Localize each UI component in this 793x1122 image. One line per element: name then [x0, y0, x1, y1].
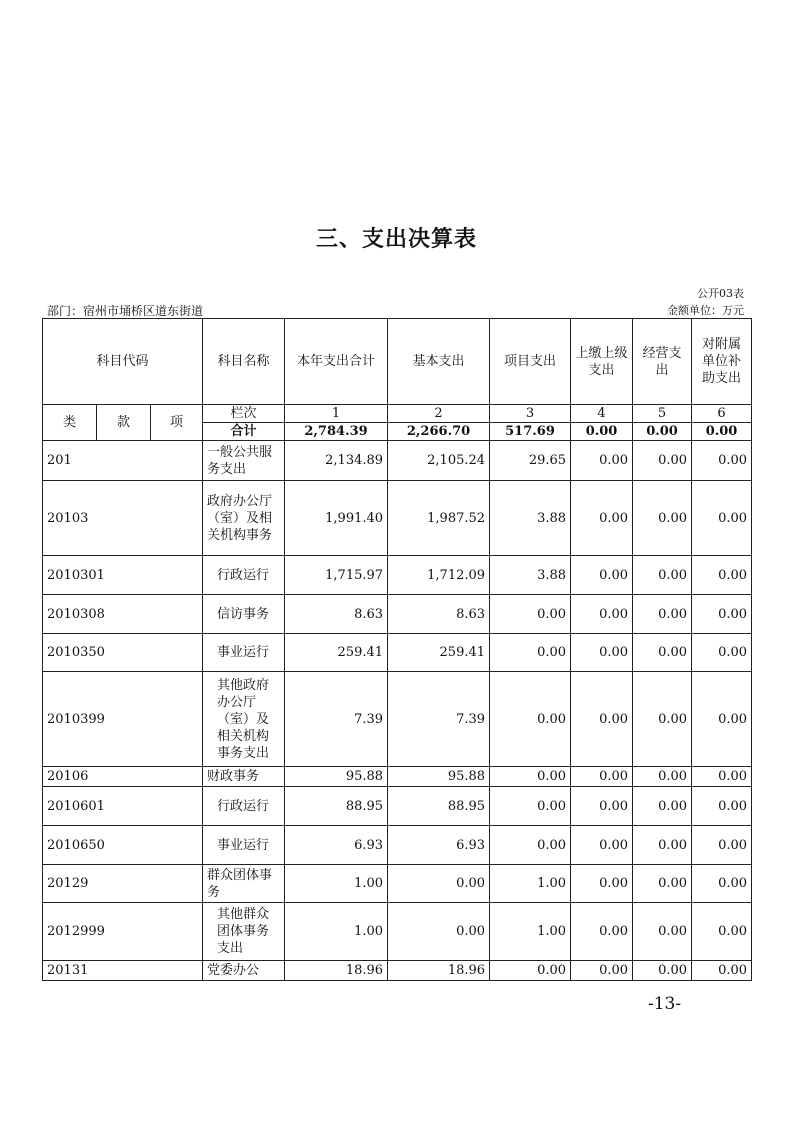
subject-name: 群众团体事务	[203, 865, 285, 903]
amount-unit-label: 金额单位：万元	[667, 304, 744, 317]
cell-value: 0.00	[633, 634, 692, 672]
column-number: 4	[571, 405, 633, 423]
header-subject-code: 科目代码	[43, 319, 203, 405]
cell-value: 0.00	[633, 481, 692, 556]
cell-value: 0.00	[633, 556, 692, 595]
subject-name: 信访事务	[203, 595, 285, 634]
column-number: 6	[692, 405, 752, 423]
header-lanci: 栏次	[203, 405, 285, 423]
cell-value: 88.95	[285, 787, 388, 826]
expenditure-table	[42, 318, 752, 981]
cell-value: 0.00	[490, 787, 571, 826]
subject-code: 201	[43, 441, 203, 481]
cell-value: 0.00	[490, 826, 571, 865]
cell-value: 1.00	[490, 903, 571, 961]
total-value: 517.69	[490, 423, 571, 441]
cell-value: 1.00	[285, 865, 388, 903]
cell-value: 1,712.09	[388, 556, 490, 595]
subject-code: 2010301	[43, 556, 203, 595]
total-value: 0.00	[571, 423, 633, 441]
header-basic-expenditure: 基本支出	[388, 319, 490, 405]
cell-value: 0.00	[633, 826, 692, 865]
cell-value: 6.93	[285, 826, 388, 865]
subject-code: 2010601	[43, 787, 203, 826]
total-value: 2,266.70	[388, 423, 490, 441]
table-row	[43, 961, 752, 981]
cell-value: 0.00	[633, 595, 692, 634]
subject-name: 党委办公	[203, 961, 285, 981]
cell-value: 0.00	[633, 672, 692, 767]
cell-value: 0.00	[633, 441, 692, 481]
cell-value: 1,987.52	[388, 481, 490, 556]
subject-name: 其他群众团体事务支出	[203, 903, 285, 961]
table-row	[43, 826, 752, 865]
table-row	[43, 634, 752, 672]
table-row	[43, 595, 752, 634]
subject-name: 财政事务	[203, 767, 285, 787]
cell-value: 6.93	[388, 826, 490, 865]
department-label: 部门：宿州市埇桥区道东街道	[47, 304, 204, 318]
subject-code: 2010399	[43, 672, 203, 767]
cell-value: 0.00	[692, 865, 752, 903]
column-number: 1	[285, 405, 388, 423]
table-row	[43, 441, 752, 481]
cell-value: 0.00	[633, 961, 692, 981]
subject-code: 20129	[43, 865, 203, 903]
cell-value: 0.00	[633, 865, 692, 903]
cell-value: 0.00	[633, 787, 692, 826]
column-number: 3	[490, 405, 571, 423]
cell-value: 0.00	[571, 961, 633, 981]
subject-name: 一般公共服务支出	[203, 441, 285, 481]
cell-value: 0.00	[490, 595, 571, 634]
cell-value: 3.88	[490, 556, 571, 595]
cell-value: 0.00	[692, 903, 752, 961]
cell-value: 0.00	[571, 634, 633, 672]
cell-value: 8.63	[388, 595, 490, 634]
cell-value: 7.39	[285, 672, 388, 767]
subject-name: 行政运行	[203, 556, 285, 595]
subject-name: 事业运行	[203, 826, 285, 865]
cell-value: 88.95	[388, 787, 490, 826]
cell-value: 7.39	[388, 672, 490, 767]
subject-code: 20103	[43, 481, 203, 556]
cell-value: 1,991.40	[285, 481, 388, 556]
table-row	[43, 672, 752, 767]
cell-value: 0.00	[692, 634, 752, 672]
subject-name: 其他政府办公厅（室）及相关机构事务支出	[203, 672, 285, 767]
table-row	[43, 903, 752, 961]
cell-value: 0.00	[692, 441, 752, 481]
total-value: 0.00	[633, 423, 692, 441]
cell-value: 0.00	[388, 903, 490, 961]
header-upper-payment: 上缴上级支出	[571, 319, 633, 405]
header-xiang: 项	[151, 405, 203, 441]
cell-value: 1.00	[490, 865, 571, 903]
subject-code: 2010350	[43, 634, 203, 672]
cell-value: 2,134.89	[285, 441, 388, 481]
table-row	[43, 865, 752, 903]
cell-value: 259.41	[388, 634, 490, 672]
subject-code: 20106	[43, 767, 203, 787]
cell-value: 0.00	[692, 767, 752, 787]
cell-value: 3.88	[490, 481, 571, 556]
subject-name: 行政运行	[203, 787, 285, 826]
cell-value: 95.88	[285, 767, 388, 787]
cell-value: 18.96	[388, 961, 490, 981]
cell-value: 0.00	[571, 672, 633, 767]
form-number: 公开03表	[697, 287, 744, 300]
subject-name: 政府办公厅（室）及相关机构事务	[203, 481, 285, 556]
table-row	[43, 481, 752, 556]
cell-value: 0.00	[692, 826, 752, 865]
cell-value: 0.00	[490, 634, 571, 672]
cell-value: 0.00	[388, 865, 490, 903]
cell-value: 95.88	[388, 767, 490, 787]
cell-value: 259.41	[285, 634, 388, 672]
table-row	[43, 787, 752, 826]
header-project-expenditure: 项目支出	[490, 319, 571, 405]
subject-code: 2010308	[43, 595, 203, 634]
cell-value: 0.00	[571, 556, 633, 595]
cell-value: 2,105.24	[388, 441, 490, 481]
page-number: -13-	[648, 994, 682, 1014]
cell-value: 0.00	[571, 826, 633, 865]
cell-value: 0.00	[571, 481, 633, 556]
cell-value: 0.00	[692, 787, 752, 826]
cell-value: 0.00	[571, 767, 633, 787]
cell-value: 0.00	[490, 961, 571, 981]
cell-value: 0.00	[571, 787, 633, 826]
column-number: 5	[633, 405, 692, 423]
subject-code: 20131	[43, 961, 203, 981]
total-value: 2,784.39	[285, 423, 388, 441]
cell-value: 0.00	[633, 903, 692, 961]
subject-code: 2010650	[43, 826, 203, 865]
cell-value: 0.00	[571, 865, 633, 903]
subject-name: 事业运行	[203, 634, 285, 672]
total-value: 0.00	[692, 423, 752, 441]
header-subsidy-expenditure: 对附属单位补助支出	[692, 319, 752, 405]
cell-value: 0.00	[571, 595, 633, 634]
cell-value: 0.00	[571, 441, 633, 481]
cell-value: 1.00	[285, 903, 388, 961]
cell-value: 0.00	[490, 672, 571, 767]
cell-value: 0.00	[692, 556, 752, 595]
cell-value: 0.00	[490, 767, 571, 787]
header-subject-name: 科目名称	[203, 319, 285, 405]
header-kuan: 款	[97, 405, 151, 441]
cell-value: 8.63	[285, 595, 388, 634]
header-total-expenditure: 本年支出合计	[285, 319, 388, 405]
cell-value: 0.00	[692, 481, 752, 556]
subject-code: 2012999	[43, 903, 203, 961]
cell-value: 0.00	[633, 767, 692, 787]
total-label: 合计	[203, 423, 285, 441]
column-number: 2	[388, 405, 490, 423]
table-row	[43, 767, 752, 787]
cell-value: 0.00	[692, 595, 752, 634]
cell-value: 1,715.97	[285, 556, 388, 595]
cell-value: 29.65	[490, 441, 571, 481]
page-title: 三、支出决算表	[315, 227, 477, 252]
table-row	[43, 556, 752, 595]
cell-value: 0.00	[692, 961, 752, 981]
header-business-expenditure: 经营支出	[633, 319, 692, 405]
cell-value: 0.00	[571, 903, 633, 961]
cell-value: 18.96	[285, 961, 388, 981]
header-lei: 类	[43, 405, 97, 441]
cell-value: 0.00	[692, 672, 752, 767]
